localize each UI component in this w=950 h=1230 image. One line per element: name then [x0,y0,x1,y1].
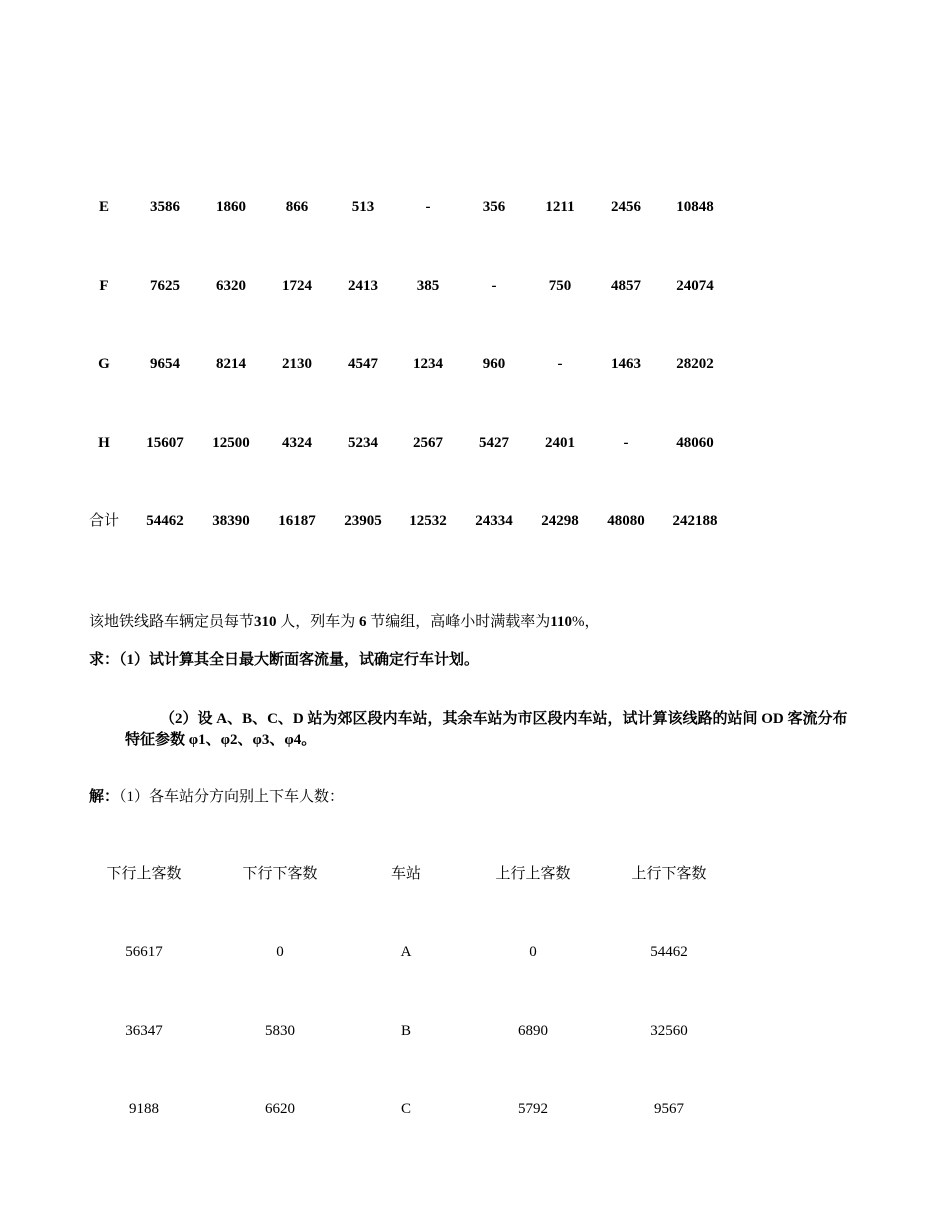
od-cell-total: 24074 [676,277,714,294]
table-row [82,1015,762,1093]
solution-prefix: 解： [89,789,120,805]
solution-intro [89,787,849,808]
od-cell: 5427 [479,434,509,451]
column-header: 下行上客数 [106,866,182,882]
od-row-total [82,494,762,573]
table-cell: 5792 [518,1100,548,1117]
table-cell: 54462 [650,944,688,961]
od-cell: 1724 [282,277,312,294]
given-value: 310 [254,614,277,630]
od-cell-total: 48060 [676,434,714,451]
od-cell: 866 [285,199,309,215]
column-header: 车站 [390,866,421,882]
od-cell: - [557,356,563,372]
table-cell: A [400,944,412,961]
question-2 [125,709,850,751]
od-cell: 1234 [413,356,443,372]
table-cell: 9188 [129,1100,159,1117]
od-cell: 2456 [611,199,641,215]
od-cell: 23905 [344,513,382,529]
od-cell: 513 [351,199,375,215]
od-row-label: G [98,356,110,372]
table-cell: 32560 [650,1022,688,1039]
od-row-f [82,259,762,338]
table-cell: 6620 [265,1100,295,1117]
table-cell: 0 [276,944,284,961]
od-row-label: E [98,199,109,215]
od-cell: 1463 [611,356,641,372]
od-cell: 356 [482,199,506,215]
od-cell: 9654 [150,356,180,372]
od-cell: - [623,434,629,451]
table-row [82,936,762,1014]
od-cell: 2401 [545,434,575,451]
od-row-h [82,416,762,495]
given-conditions [89,612,849,633]
od-cell: 12500 [212,434,250,451]
od-row-e [82,180,762,259]
question-prefix: 求： [89,652,120,668]
table-cell: 6890 [518,1022,548,1039]
question-1 [89,650,849,671]
od-cell: 16187 [278,513,316,529]
od-cell: 12532 [409,513,447,529]
od-cell: 1860 [216,199,246,215]
od-row-label: H [98,434,110,451]
question-2-text: （2）设 A、B、C、D 站为郊区段内车站，其余车站为市区段内车站，试计算该线路的站间 OD 客流分布特征参数 φ1、φ2、φ3、φ4。 [125,711,848,748]
table-cell: 36347 [125,1022,163,1039]
od-cell-total: 28202 [676,356,714,372]
od-cell: 24334 [475,513,513,529]
od-cell: 3586 [150,199,180,215]
od-cell: 6320 [216,277,246,294]
given-text: 节编组，高峰小时满载率为 [370,614,551,630]
table-cell: 5830 [265,1022,295,1039]
table-cell: 56617 [125,944,163,961]
od-row-label: F [99,277,109,294]
given-value: 6 [355,614,371,630]
od-cell: 750 [548,277,572,294]
od-cell: 1211 [545,199,575,215]
table-cell: C [400,1100,411,1117]
od-cell: 8214 [216,356,246,372]
column-header: 上行下客数 [631,866,707,882]
od-cell: - [491,277,497,294]
solution-text: （1）各车站分方向别上下车人数： [119,789,345,805]
od-cell: 24298 [541,513,579,529]
given-value: 110 [550,614,572,630]
od-cell: 960 [482,356,506,372]
boarding-alighting-table [82,858,762,1171]
od-cell-total: 10848 [676,199,714,215]
od-cell: 38390 [212,513,250,529]
column-header: 上行上客数 [495,866,571,882]
od-cell: 4324 [282,434,312,451]
question-1-text: （1）试计算其全日最大断面客流量，试确定行车计划。 [119,652,480,668]
table-cell: 9567 [654,1100,684,1117]
given-text: 人，列车为 [276,614,356,630]
given-text: %， [571,614,600,630]
od-cell: 4857 [611,277,641,294]
od-cell: 2130 [282,356,312,372]
table-row [82,1093,762,1171]
od-cell: 48080 [607,513,645,529]
od-cell: 7625 [150,277,180,294]
table-cell: 0 [529,944,537,961]
od-row-g [82,337,762,416]
od-matrix-table [82,180,762,573]
od-cell: 2567 [413,434,443,451]
column-header: 下行下客数 [242,866,318,882]
od-cell: - [425,199,431,215]
od-row-label: 合计 [88,513,119,529]
table-cell: B [400,1022,411,1039]
od-cell: 5234 [348,434,378,451]
table-header-row [82,858,762,936]
od-cell: 4547 [348,356,378,372]
od-cell: 385 [416,277,440,294]
given-text: 该地铁线路车辆定员每节 [89,614,255,630]
od-cell: 15607 [146,434,184,451]
od-cell: 54462 [146,513,184,529]
od-cell-total: 242188 [672,513,718,529]
od-cell: 2413 [348,277,378,294]
